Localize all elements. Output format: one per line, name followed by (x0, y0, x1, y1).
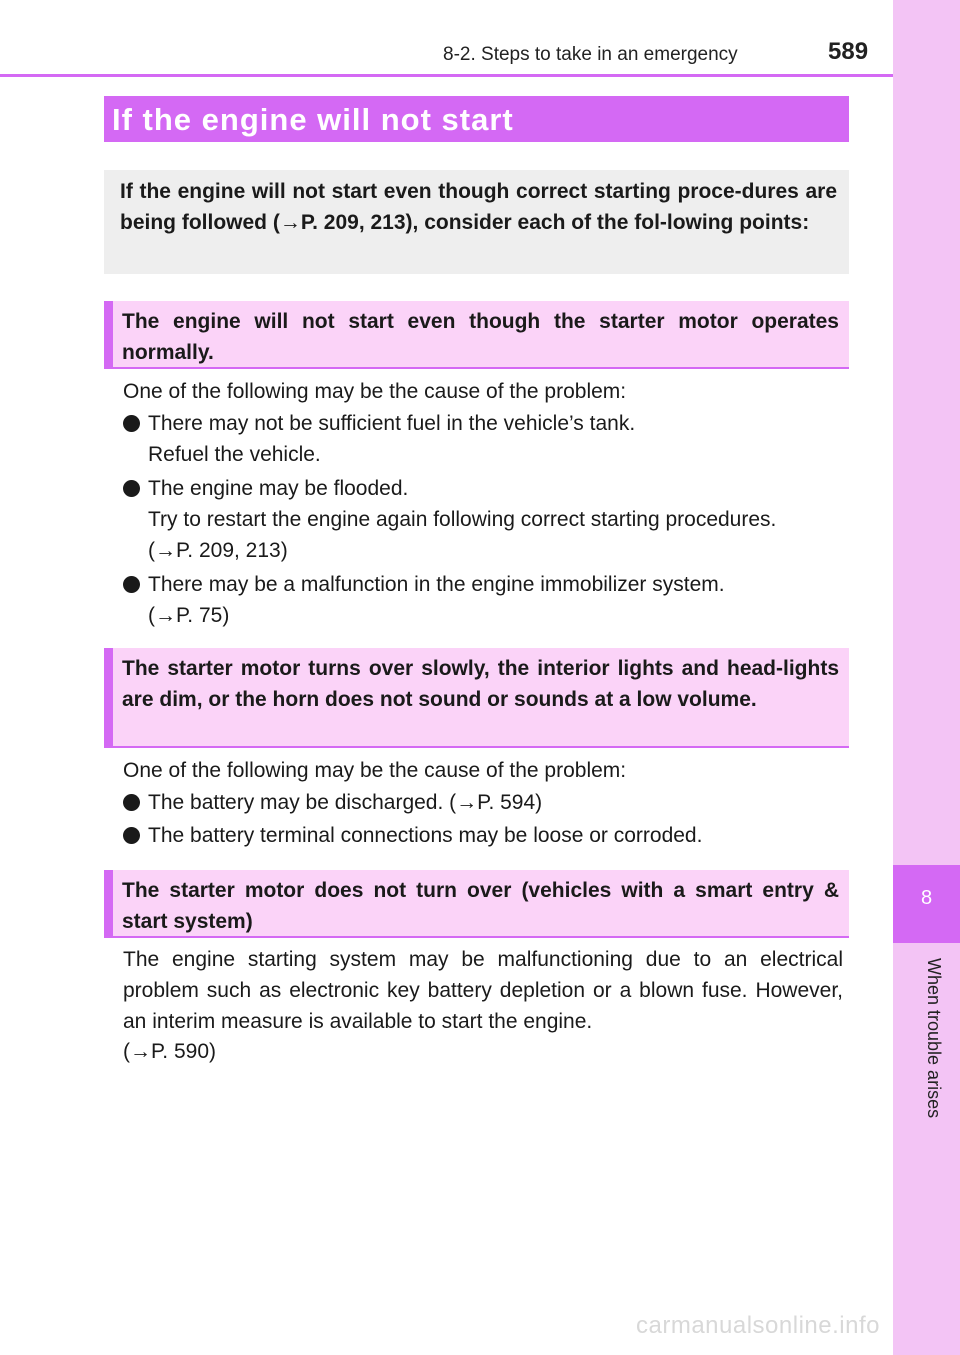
list-item-text: The battery terminal connections may be loose or corroded. (148, 824, 703, 847)
list-item-text: There may be a malfunction in the engine immobilizer system. (148, 573, 725, 596)
subheading-1: The engine will not start even though the starter motor operates normally. (104, 301, 849, 369)
watermark: carmanualsonline.info (636, 1312, 880, 1339)
list-item-text: The engine may be flooded. (148, 477, 409, 500)
subheading-3: The starter motor does not turn over (vehicles with a smart entry & start system) (104, 870, 849, 938)
list-item-detail: Refuel the vehicle. (148, 443, 321, 466)
bullet-icon (123, 827, 140, 844)
bullet-icon (123, 480, 140, 497)
bullet-icon (123, 415, 140, 432)
subheading-2: The starter motor turns over slowly, the interior lights and head-lights are dim, or the horn does not sound or sounds at a low volume. (104, 648, 849, 748)
intro-box: If the engine will not start even though correct starting proce-dures are being followed (→P. 209, 213), consider each of the fol-lowing points: (104, 170, 849, 274)
page-reference: (→P. 209, 213) (148, 539, 288, 562)
bullet-icon (123, 794, 140, 811)
bullet-icon (123, 576, 140, 593)
section-title: 8-2. Steps to take in an emergency (443, 44, 738, 65)
header-divider (0, 74, 893, 77)
list-item-detail: Try to restart the engine again following correct starting procedures. (148, 508, 777, 531)
page-title: If the engine will not start (104, 96, 849, 142)
section-2-lead: One of the following may be the cause of the problem: (123, 759, 627, 782)
page-reference: (→P. 75) (148, 604, 230, 627)
section-3-body: The engine starting system may be malfunctioning due to an electrical problem such as electronic key battery depletion or a blown fuse. However, an interim measure is available to start the engine. (123, 948, 843, 1033)
section-1-lead: One of the following may be the cause of the problem: (123, 380, 627, 403)
page-reference: (→P. 590) (123, 1040, 216, 1063)
chapter-label: When trouble arises (924, 958, 944, 1119)
list-item-text: The battery may be discharged. (→P. 594) (148, 791, 543, 814)
chapter-number: 8 (920, 887, 933, 909)
chapter-side-tab (893, 0, 960, 1355)
page-number: 589 (828, 38, 869, 65)
list-item-text: There may not be sufficient fuel in the vehicle’s tank. (148, 412, 636, 435)
